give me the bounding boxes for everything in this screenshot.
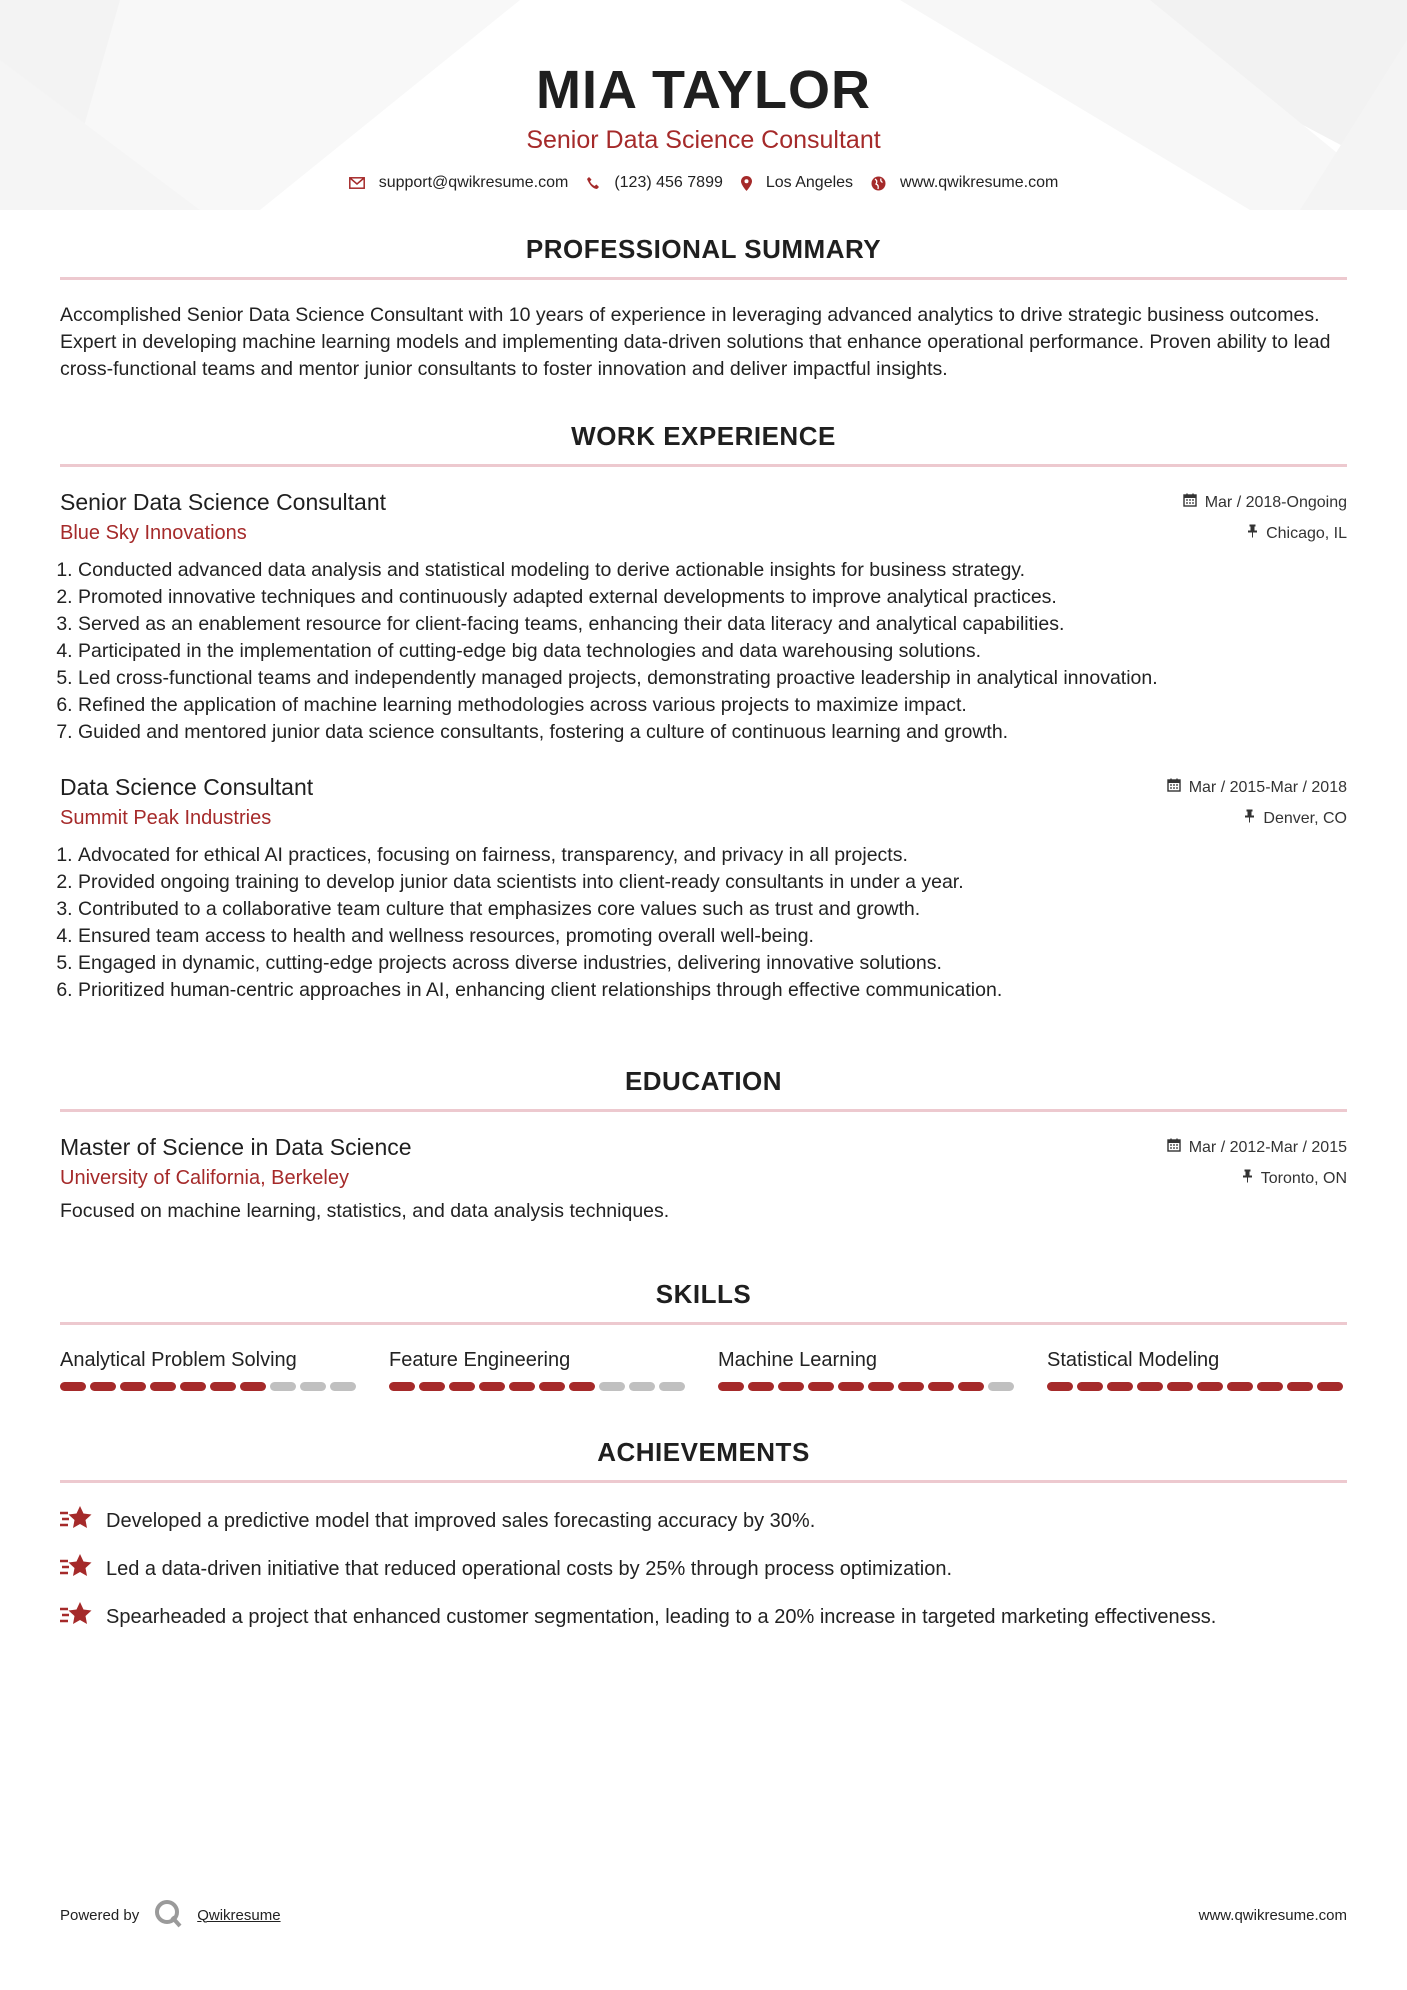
skill-segment-filled — [1227, 1382, 1253, 1391]
job-dates-text: Mar / 2018-Ongoing — [1204, 493, 1347, 511]
skill-item — [60, 1349, 360, 1391]
experience-heading: WORK EXPERIENCE — [60, 421, 1347, 467]
list-item: 4. Participated in the implementation of cutting-edge big data technologies and data warehousing solutions. — [78, 638, 1347, 665]
education-dates-text: Mar / 2012-Mar / 2015 — [1188, 1138, 1347, 1156]
achievement-item — [60, 1553, 1347, 1585]
job-title: Data Science Consultant — [60, 774, 314, 800]
skill-segment-filled — [210, 1382, 236, 1391]
skill-item — [718, 1349, 1018, 1391]
skill-segment-filled — [718, 1382, 744, 1391]
list-item: 2. Promoted innovative techniques and continuously adapted external developments to improve analytical practices. — [78, 584, 1347, 611]
candidate-name: MIA TAYLOR — [535, 60, 871, 120]
achievements-list — [60, 1505, 1347, 1633]
skill-segment-filled — [120, 1382, 146, 1391]
skill-segment-filled — [1107, 1382, 1133, 1391]
education-location-text: Toronto, ON — [1260, 1169, 1347, 1187]
summary-section — [60, 234, 1347, 383]
contact-phone[interactable] — [586, 174, 723, 192]
skill-segment-filled — [778, 1382, 804, 1391]
skill-segment-empty — [270, 1382, 296, 1391]
skill-segment-empty — [988, 1382, 1014, 1391]
globe-icon — [871, 176, 886, 191]
envelope-icon — [349, 177, 365, 189]
pushpin-icon — [1244, 809, 1255, 828]
skill-segment-filled — [569, 1382, 595, 1391]
achievement-item — [60, 1601, 1347, 1633]
list-item: 5. Engaged in dynamic, cutting-edge projects across diverse industries, delivering innovative solutions. — [78, 950, 1347, 977]
skill-segment-filled — [838, 1382, 864, 1391]
list-item: 6. Prioritized human-centric approaches in AI, enhancing client relationships through effective communication. — [78, 977, 1347, 1004]
list-item: 1. Advocated for ethical AI practices, focusing on fairness, transparency, and privacy in all projects. — [78, 842, 1347, 869]
skill-name: Statistical Modeling — [1047, 1349, 1220, 1371]
education-section — [60, 1066, 1347, 1223]
star-icon — [60, 1553, 92, 1585]
location-text: Los Angeles — [765, 174, 854, 191]
job-dates — [1183, 493, 1347, 512]
job-bullets — [60, 842, 1347, 1004]
job-location — [1247, 524, 1347, 543]
skill-segment-filled — [449, 1382, 475, 1391]
qwikresume-link[interactable]: Qwikresume — [197, 1906, 281, 1924]
skill-segment-filled — [180, 1382, 206, 1391]
list-item: 5. Led cross-functional teams and independently managed projects, demonstrating proactive leadership in analytical innovation. — [78, 665, 1347, 692]
skill-item — [389, 1349, 689, 1391]
job-dates-text: Mar / 2015-Mar / 2018 — [1188, 778, 1347, 796]
phone-icon — [586, 176, 600, 190]
skill-name: Feature Engineering — [389, 1349, 571, 1371]
degree-title: Master of Science in Data Science — [60, 1134, 412, 1160]
skill-segment-filled — [1077, 1382, 1103, 1391]
skill-segment-filled — [928, 1382, 954, 1391]
contact-email[interactable] — [349, 174, 569, 192]
contact-website[interactable] — [871, 174, 1058, 192]
skill-segment-filled — [1317, 1382, 1343, 1391]
skills-heading: SKILLS — [60, 1279, 1347, 1325]
skill-name: Analytical Problem Solving — [60, 1349, 297, 1371]
contact-location — [741, 174, 853, 192]
skill-level-bar — [718, 1382, 1018, 1391]
education-description: Focused on machine learning, statistics, and data analysis techniques. — [60, 1200, 670, 1222]
job-bullets — [60, 557, 1347, 746]
skill-segment-filled — [419, 1382, 445, 1391]
education-location — [1242, 1169, 1347, 1188]
skill-segment-filled — [389, 1382, 415, 1391]
job-dates — [1167, 778, 1347, 797]
skill-segment-filled — [240, 1382, 266, 1391]
school-name: University of California, Berkeley — [60, 1167, 349, 1189]
job-location — [1244, 809, 1347, 828]
contact-bar — [0, 174, 1407, 192]
email-text: support@qwikresume.com — [378, 174, 569, 191]
skill-segment-filled — [958, 1382, 984, 1391]
job-location-text: Denver, CO — [1263, 809, 1347, 827]
skill-segment-filled — [868, 1382, 894, 1391]
skill-segment-filled — [808, 1382, 834, 1391]
summary-heading: PROFESSIONAL SUMMARY — [60, 234, 1347, 280]
skill-level-bar — [1047, 1382, 1347, 1391]
job-location-text: Chicago, IL — [1266, 524, 1347, 542]
skill-level-bar — [389, 1382, 689, 1391]
calendar-icon — [1183, 493, 1197, 512]
skill-segment-filled — [509, 1382, 535, 1391]
skill-segment-filled — [1287, 1382, 1313, 1391]
page-footer — [60, 1898, 1347, 1932]
pushpin-icon — [1247, 524, 1258, 543]
phone-text: (123) 456 7899 — [614, 174, 723, 191]
education-entry — [60, 1134, 1347, 1223]
job-title: Senior Data Science Consultant — [60, 489, 387, 515]
star-icon — [60, 1601, 92, 1633]
website-text: www.qwikresume.com — [900, 174, 1059, 191]
skill-segment-empty — [330, 1382, 356, 1391]
qwikresume-logo-icon — [153, 1898, 183, 1932]
candidate-title: Senior Data Science Consultant — [526, 126, 881, 154]
skills-section — [60, 1279, 1347, 1391]
skill-segment-filled — [479, 1382, 505, 1391]
skill-segment-filled — [150, 1382, 176, 1391]
job-entry — [60, 489, 1347, 746]
list-item: 3. Served as an enablement resource for client-facing teams, enhancing their data literacy and analytical capabilities. — [78, 611, 1347, 638]
skill-segment-filled — [1197, 1382, 1223, 1391]
achievement-item — [60, 1505, 1347, 1537]
skills-list — [60, 1349, 1347, 1391]
skill-name: Machine Learning — [718, 1349, 877, 1371]
experience-section — [60, 421, 1347, 1004]
skill-segment-filled — [60, 1382, 86, 1391]
list-item: 6. Refined the application of machine learning methodologies across various projects to maximize impact. — [78, 692, 1347, 719]
list-item: 1. Conducted advanced data analysis and statistical modeling to derive actionable insights for business strategy. — [78, 557, 1347, 584]
company-name: Blue Sky Innovations — [60, 522, 247, 544]
skill-segment-filled — [898, 1382, 924, 1391]
footer-website[interactable]: www.qwikresume.com — [1198, 1906, 1347, 1924]
job-entry — [60, 774, 1347, 1004]
company-name: Summit Peak Industries — [60, 807, 272, 829]
skill-segment-filled — [1137, 1382, 1163, 1391]
skill-segment-empty — [659, 1382, 685, 1391]
powered-by-label: Powered by — [60, 1906, 140, 1924]
skill-segment-filled — [539, 1382, 565, 1391]
skill-segment-empty — [300, 1382, 326, 1391]
list-item: 2. Provided ongoing training to develop junior data scientists into client-ready consultants in under a year. — [78, 869, 1347, 896]
summary-text: Accomplished Senior Data Science Consultant with 10 years of experience in leveraging advanced analytics to drive strategic business outcomes. Expert in developing machine learning models and implementing data-driven solutions that enhance operational performance. Proven ability to lead cross-functional teams and mentor junior consultants to foster innovation and deliver impactful insights. — [60, 304, 1331, 380]
achievements-section — [60, 1437, 1347, 1633]
list-item: 3. Contributed to a collaborative team culture that emphasizes core values such as trust and growth. — [78, 896, 1347, 923]
calendar-icon — [1167, 778, 1181, 797]
skill-segment-empty — [599, 1382, 625, 1391]
skill-segment-filled — [90, 1382, 116, 1391]
skill-segment-filled — [1257, 1382, 1283, 1391]
skill-segment-filled — [748, 1382, 774, 1391]
map-pin-icon — [741, 176, 752, 191]
skill-segment-filled — [1047, 1382, 1073, 1391]
skill-level-bar — [60, 1382, 360, 1391]
skill-item — [1047, 1349, 1347, 1391]
achievement-text: Developed a predictive model that improved sales forecasting accuracy by 30%. — [106, 1509, 816, 1532]
powered-by — [60, 1898, 281, 1932]
achievement-text: Spearheaded a project that enhanced customer segmentation, leading to a 20% increase in targeted marketing effectiveness. — [106, 1605, 1217, 1628]
calendar-icon — [1167, 1138, 1181, 1157]
achievement-text: Led a data-driven initiative that reduced operational costs by 25% through process optimization. — [106, 1557, 953, 1580]
education-dates — [1167, 1138, 1347, 1157]
list-item: 4. Ensured team access to health and wellness resources, promoting overall well-being. — [78, 923, 1347, 950]
education-heading: EDUCATION — [60, 1066, 1347, 1112]
achievements-heading: ACHIEVEMENTS — [60, 1437, 1347, 1483]
skill-segment-filled — [1167, 1382, 1193, 1391]
resume-header — [0, 0, 1407, 192]
pushpin-icon — [1242, 1169, 1253, 1188]
skill-segment-empty — [629, 1382, 655, 1391]
list-item: 7. Guided and mentored junior data science consultants, fostering a culture of continuous learning and growth. — [78, 719, 1347, 746]
star-icon — [60, 1505, 92, 1537]
